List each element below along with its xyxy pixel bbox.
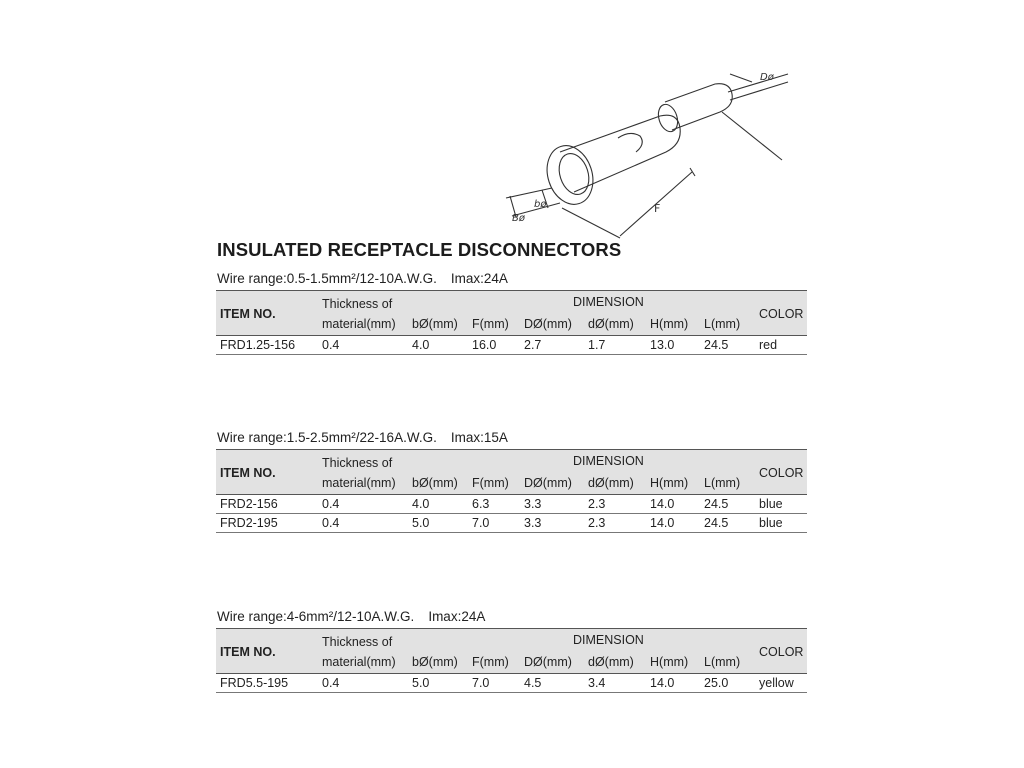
wire-range-text: Wire range:1.5-2.5mm²/22-16A.W.G. bbox=[217, 430, 437, 445]
table-header bbox=[216, 449, 807, 495]
header-l: L(mm) bbox=[704, 317, 741, 331]
cell-b: 4.0 bbox=[412, 497, 430, 511]
wire-range-text: Wire range:0.5-1.5mm²/12-10A.W.G. bbox=[217, 271, 437, 286]
table-row bbox=[216, 674, 807, 693]
cell-D: 3.3 bbox=[524, 516, 542, 530]
cell-d: 2.3 bbox=[588, 497, 606, 511]
cell-l: 25.0 bbox=[704, 676, 729, 690]
cell-item: FRD2-156 bbox=[220, 497, 278, 511]
cell-b: 5.0 bbox=[412, 516, 430, 530]
cell-f: 16.0 bbox=[472, 338, 497, 352]
header-thickness-unit: material(mm) bbox=[322, 317, 396, 331]
page-title: INSULATED RECEPTACLE DISCONNECTORS bbox=[217, 239, 622, 260]
wire-range-1 bbox=[217, 271, 508, 286]
header-thickness: Thickness of bbox=[322, 456, 393, 470]
header-D: DØ(mm) bbox=[524, 655, 572, 669]
spec-table-3 bbox=[216, 628, 807, 693]
cell-thickness: 0.4 bbox=[322, 676, 340, 690]
diagram-label-F: F bbox=[654, 202, 661, 215]
diagram-label-d: Dø bbox=[760, 72, 774, 83]
header-h: H(mm) bbox=[650, 476, 689, 490]
cell-D: 3.3 bbox=[524, 497, 542, 511]
cell-color: red bbox=[759, 338, 778, 352]
cell-d: 3.4 bbox=[588, 676, 606, 690]
table-row bbox=[216, 514, 807, 533]
cell-h: 14.0 bbox=[650, 676, 675, 690]
header-color: COLOR bbox=[759, 645, 804, 659]
header-f: F(mm) bbox=[472, 655, 509, 669]
header-item-no: ITEM NO. bbox=[220, 466, 276, 480]
header-color: COLOR bbox=[759, 466, 804, 480]
wire-range-3 bbox=[217, 609, 485, 624]
header-f: F(mm) bbox=[472, 317, 509, 331]
header-d: dØ(mm) bbox=[588, 655, 634, 669]
header-b: bØ(mm) bbox=[412, 476, 458, 490]
header-d: dØ(mm) bbox=[588, 317, 634, 331]
header-thickness: Thickness of bbox=[322, 635, 393, 649]
imax-text: Imax:24A bbox=[450, 271, 508, 286]
header-dimension: DIMENSION bbox=[573, 454, 644, 468]
header-h: H(mm) bbox=[650, 317, 689, 331]
cell-l: 24.5 bbox=[704, 497, 729, 511]
header-dimension: DIMENSION bbox=[573, 295, 644, 309]
imax-text: Imax:15A bbox=[450, 430, 508, 445]
cell-d: 2.3 bbox=[588, 516, 606, 530]
header-dimension: DIMENSION bbox=[573, 633, 644, 647]
header-D: DØ(mm) bbox=[524, 317, 572, 331]
header-b: bØ(mm) bbox=[412, 655, 458, 669]
cell-l: 24.5 bbox=[704, 338, 729, 352]
cell-thickness: 0.4 bbox=[322, 516, 340, 530]
cell-h: 13.0 bbox=[650, 338, 675, 352]
header-color: COLOR bbox=[759, 307, 804, 321]
cell-b: 4.0 bbox=[412, 338, 430, 352]
connector-diagram bbox=[490, 60, 790, 250]
imax-text: Imax:24A bbox=[428, 609, 486, 624]
cell-d: 1.7 bbox=[588, 338, 606, 352]
cell-color: blue bbox=[759, 516, 783, 530]
cell-l: 24.5 bbox=[704, 516, 729, 530]
cell-thickness: 0.4 bbox=[322, 497, 340, 511]
cell-D: 2.7 bbox=[524, 338, 542, 352]
header-b: bØ(mm) bbox=[412, 317, 458, 331]
spec-table-1 bbox=[216, 290, 807, 355]
diagram-label-b: bø bbox=[534, 199, 547, 210]
table-header bbox=[216, 290, 807, 336]
cell-f: 7.0 bbox=[472, 676, 490, 690]
cell-h: 14.0 bbox=[650, 516, 675, 530]
wire-range-2 bbox=[217, 430, 508, 445]
cell-color: yellow bbox=[759, 676, 794, 690]
header-f: F(mm) bbox=[472, 476, 509, 490]
cell-item: FRD1.25-156 bbox=[220, 338, 296, 352]
cell-b: 5.0 bbox=[412, 676, 430, 690]
table-header bbox=[216, 628, 807, 674]
cell-D: 4.5 bbox=[524, 676, 542, 690]
header-item-no: ITEM NO. bbox=[220, 307, 276, 321]
cell-item: FRD5.5-195 bbox=[220, 676, 289, 690]
table-row bbox=[216, 336, 807, 355]
header-h: H(mm) bbox=[650, 655, 689, 669]
header-thickness-unit: material(mm) bbox=[322, 476, 396, 490]
cell-f: 7.0 bbox=[472, 516, 490, 530]
wire-range-text: Wire range:4-6mm²/12-10A.W.G. bbox=[217, 609, 415, 624]
cell-h: 14.0 bbox=[650, 497, 675, 511]
diagram-label-B: Bø bbox=[512, 213, 525, 224]
header-thickness-unit: material(mm) bbox=[322, 655, 396, 669]
header-thickness: Thickness of bbox=[322, 297, 393, 311]
table-row bbox=[216, 495, 807, 514]
header-l: L(mm) bbox=[704, 476, 741, 490]
cell-thickness: 0.4 bbox=[322, 338, 340, 352]
header-d: dØ(mm) bbox=[588, 476, 634, 490]
cell-f: 6.3 bbox=[472, 497, 490, 511]
spec-table-2 bbox=[216, 449, 807, 533]
cell-item: FRD2-195 bbox=[220, 516, 278, 530]
header-D: DØ(mm) bbox=[524, 476, 572, 490]
cell-color: blue bbox=[759, 497, 783, 511]
header-l: L(mm) bbox=[704, 655, 741, 669]
header-item-no: ITEM NO. bbox=[220, 645, 276, 659]
